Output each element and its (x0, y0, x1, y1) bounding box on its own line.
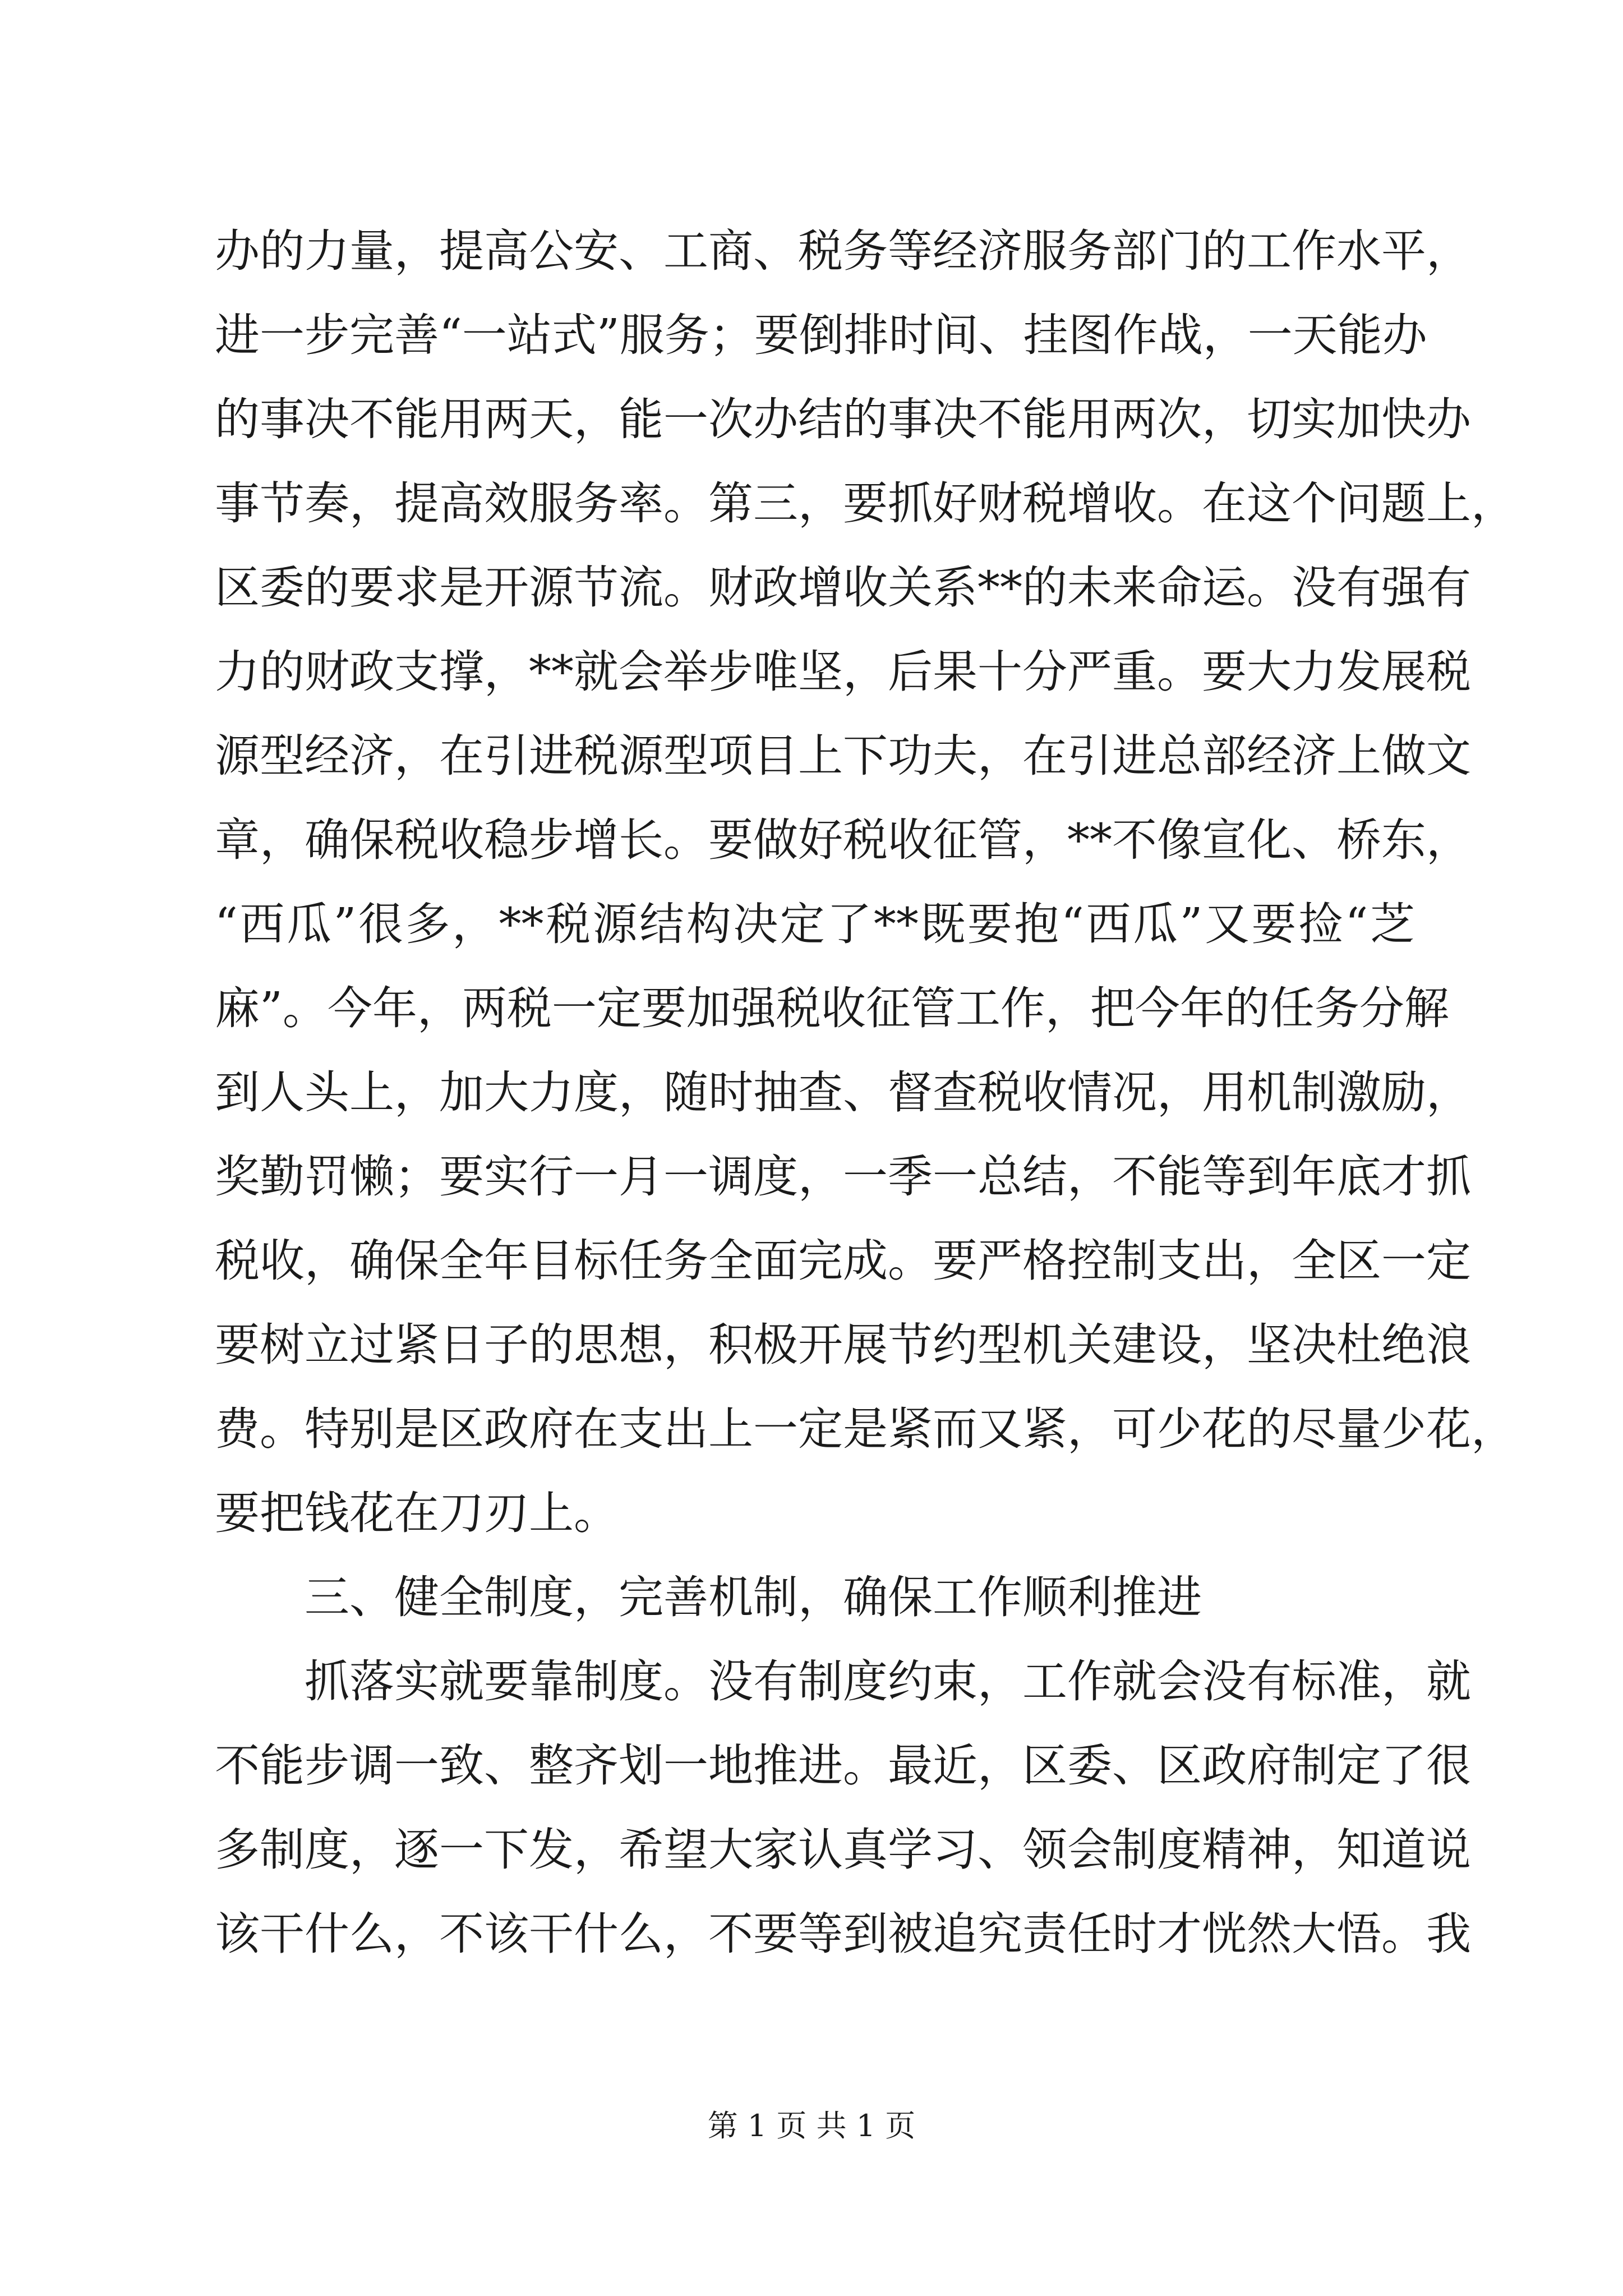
body-line: 章，确保税收稳步增长。要做好税收征管，**不像宣化、桥东， (215, 814, 1471, 866)
body-line: 进一步完善“一站式”服务；要倒排时间、挂图作战，一天能办 (215, 309, 1427, 361)
body-line: 麻”。今年，两税一定要加强税收征管工作，把今年的任务分解 (215, 982, 1449, 1034)
body-line: 费。特别是区政府在支出上一定是紧而又紧，可少花的尽量少花， (215, 1403, 1516, 1455)
body-line: 区委的要求是开源节流。财政增收关系**的未来命运。没有强有 (215, 562, 1471, 614)
body-line: 多制度，逐一下发，希望大家认真学习、领会制度精神，知道说 (215, 1824, 1471, 1876)
page-number-footer: 第 1 页 共 1 页 (707, 2108, 916, 2143)
body-line: 要把钱花在刀刃上。 (215, 1487, 619, 1539)
body-line: 办的力量，提高公安、工商、税务等经济服务部门的工作水平， (215, 225, 1471, 277)
body-line: 源型经济，在引进税源型项目上下功夫，在引进总部经济上做文 (215, 730, 1471, 782)
body-line: 到人头上，加大力度，随时抽查、督查税收情况，用机制激励， (215, 1066, 1471, 1119)
body-line: 该干什么，不该干什么，不要等到被追究责任时才恍然大悟。我 (215, 1908, 1471, 1960)
body-line: 力的财政支撑，**就会举步唯坚，后果十分严重。要大力发展税 (215, 646, 1471, 698)
section-heading: 三、健全制度，完善机制，确保工作顺利推进 (305, 1571, 1202, 1623)
body-line: 不能步调一致、整齐划一地推进。最近，区委、区政府制定了很 (215, 1740, 1471, 1792)
body-line: “西瓜”很多，**税源结构决定了**既要抱“西瓜”又要捡“芝 (215, 898, 1415, 950)
body-line: 奖勤罚懒；要实行一月一调度，一季一总结，不能等到年底才抓 (215, 1151, 1471, 1203)
body-line: 的事决不能用两天，能一次办结的事决不能用两次，切实加快办 (215, 393, 1471, 445)
body-line: 要树立过紧日子的思想，积极开展节约型机关建设，坚决杜绝浪 (215, 1319, 1471, 1371)
body-line: 抓落实就要靠制度。没有制度约束，工作就会没有标准，就 (305, 1655, 1471, 1708)
body-line: 税收，确保全年目标任务全面完成。要严格控制支出，全区一定 (215, 1235, 1471, 1287)
body-line: 事节奏，提高效服务率。第三，要抓好财税增收。在这个问题上， (215, 477, 1516, 530)
